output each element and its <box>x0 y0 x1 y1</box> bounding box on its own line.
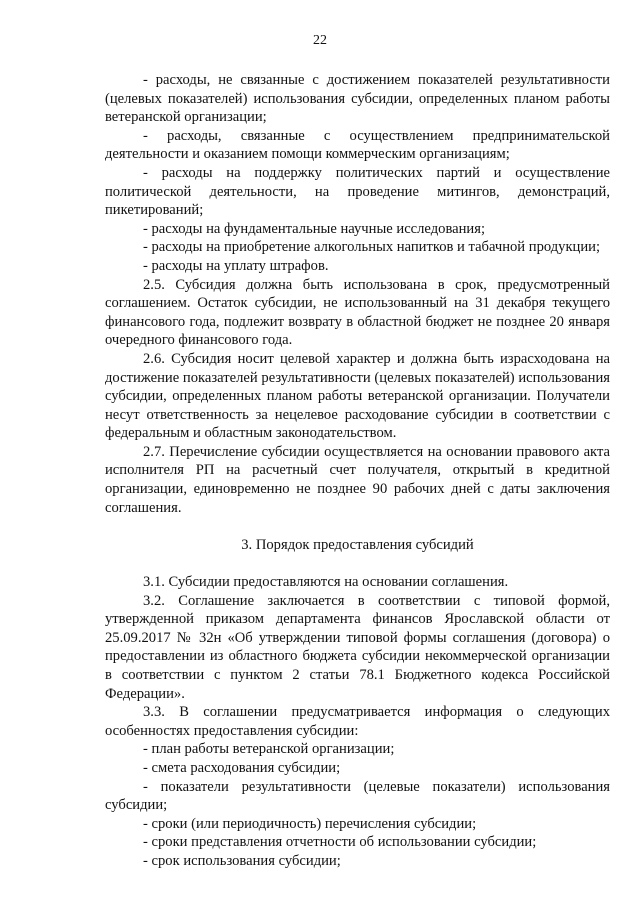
list-item: - срок использования субсидии; <box>143 852 341 869</box>
document-body <box>105 71 610 871</box>
list-item: - расходы, не связанные с достижением показателей результативности (целевых показателей) использования субсидии, определенных планом работы ветеранской организации; <box>105 72 610 126</box>
list-item: - сроки представления отчетности об использовании субсидии; <box>143 834 537 851</box>
clause-2-5: 2.5. Субсидия должна быть использована в срок, предусмотренный соглашением. Остаток субсидии, не использованный на 31 декабря текущего финансового года, подлежит возврату в областной бюджет не позднее 20 января очередного финансового года. <box>105 276 610 349</box>
list-item: - показатели результативности (целевые показатели) использования субсидии; <box>105 778 610 814</box>
clause-3-3: 3.3. В соглашении предусматривается информация о следующих особенностях предоставления субсидии: <box>105 704 610 739</box>
section-heading: 3. Порядок предоставления субсидий <box>241 536 474 553</box>
list-item: - смета расходования субсидии; <box>143 759 341 776</box>
clause-2-6: 2.6. Субсидия носит целевой характер и должна быть израсходована на достижение показателей результативности (целевых показателей) использования субсидии, определенных планом работы ветеранской организации. Получатели несут ответственность за нецелевое расходование субсидии в соответствии с федеральным и областным законодательством. <box>105 350 610 442</box>
clause-3-2: 3.2. Соглашение заключается в соответствии с типовой формой, утвержденной приказом департамента финансов Ярославской области от 25.09.2017 № 32н «Об утверждении типовой формы соглашения (договора) о предоставлении из областного бюджета субсидии некоммерческой организации в соответствии с пунктом 2 статьи 78.1 Бюджетного кодекса Российской Федерации». <box>105 592 610 702</box>
page-number: 22 <box>313 33 327 48</box>
list-item: - план работы ветеранской организации; <box>143 741 395 758</box>
list-item: - сроки (или периодичность) перечисления субсидии; <box>143 815 477 832</box>
list-item: - расходы на фундаментальные научные исследования; <box>143 220 486 237</box>
list-item: - расходы на поддержку политических партий и осуществление политической деятельности, на проведение митингов, демонстраций, пикетирований; <box>105 164 610 219</box>
clause-3-1: 3.1. Субсидии предоставляются на основании соглашения. <box>143 574 509 591</box>
list-item: - расходы на приобретение алкогольных напитков и табачной продукции; <box>143 239 601 256</box>
list-item: - расходы на уплату штрафов. <box>143 257 329 274</box>
clause-2-7: 2.7. Перечисление субсидии осуществляется на основании правового акта исполнителя РП на расчетный счет получателя, открытый в кредитной организации, единовременно не позднее 90 рабочих дней с даты заключения соглашения. <box>105 443 610 516</box>
list-item: - расходы, связанные с осуществлением предпринимательской деятельности и оказанием помощи коммерческим организациям; <box>105 127 610 163</box>
